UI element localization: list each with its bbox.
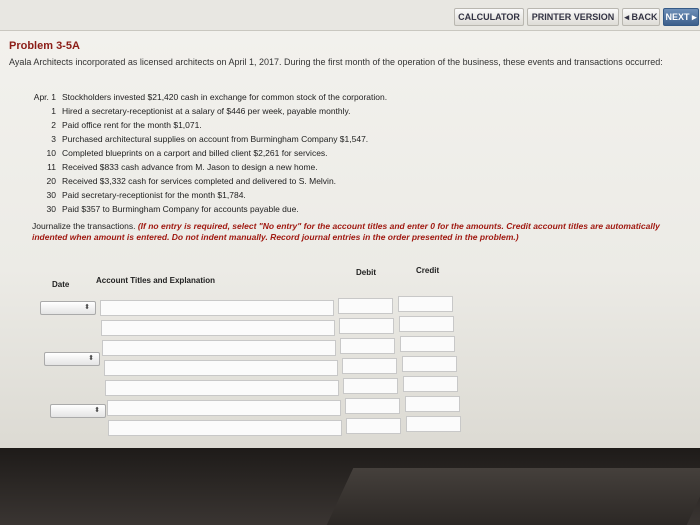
account-title-input[interactable] — [102, 340, 336, 356]
date-select[interactable] — [44, 352, 100, 366]
debit-input[interactable] — [342, 358, 397, 374]
transaction-date: 1 — [51, 106, 56, 116]
date-select[interactable] — [40, 301, 96, 315]
credit-column-header: Credit — [416, 266, 440, 275]
transaction-text: Received $833 cash advance from M. Jason to design a new home. — [62, 162, 318, 172]
credit-input[interactable] — [402, 356, 457, 372]
keyboard-keys — [327, 468, 700, 525]
printer-version-button[interactable]: PRINTER VERSION — [527, 8, 619, 26]
date-select[interactable] — [50, 404, 106, 418]
account-title-input[interactable] — [108, 420, 342, 436]
transaction-date: 2 — [51, 120, 56, 130]
transaction-text: Paid office rent for the month $1,071. — [62, 120, 202, 130]
transaction-text: Hired a secretary-receptionist at a salary of $446 per week, payable monthly. — [62, 106, 351, 116]
credit-input[interactable] — [399, 316, 454, 332]
select-arrow-icon: ⬍ — [94, 407, 100, 414]
transaction-date: 20 — [46, 176, 56, 186]
account-title-input[interactable] — [101, 320, 335, 336]
transaction-date: 10 — [46, 148, 56, 158]
problem-content — [0, 30, 700, 448]
problem-intro: Ayala Architects incorporated as licensed architects on April 1, 2017. During the first month of the operation of the business, these events and transactions occurred: — [9, 57, 663, 67]
debit-input[interactable] — [339, 318, 394, 334]
debit-column-header: Debit — [356, 268, 376, 277]
transaction-text: Purchased architectural supplies on account from Burmingham Company $1,547. — [62, 134, 369, 144]
transaction-date: 30 — [46, 204, 56, 214]
credit-input[interactable] — [403, 376, 458, 392]
instructions-text: Journalize the transactions. — [32, 221, 138, 231]
date-column-header: Date — [52, 280, 70, 289]
transaction-date: 3 — [51, 134, 56, 144]
transaction-text: Stockholders invested $21,420 cash in exchange for common stock of the corporation. — [62, 92, 388, 102]
instructions-note: (If no entry is required, select "No entry" for the account titles and enter 0 for the amounts. Credit account titles are automatically indented when amount is entered. Do not indent manually. Record journal entries in the order presented in the problem.) — [32, 221, 660, 242]
credit-input[interactable] — [405, 396, 460, 412]
next-button[interactable]: NEXT ▸ — [663, 8, 699, 26]
debit-input[interactable] — [340, 338, 395, 354]
calculator-button[interactable]: CALCULATOR — [454, 8, 524, 26]
problem-title: Problem 3-5A — [9, 40, 80, 52]
account-column-header: Account Titles and Explanation — [96, 276, 215, 285]
select-arrow-icon: ⬍ — [88, 355, 94, 362]
transaction-text: Received $3,332 cash for services completed and delivered to S. Melvin. — [62, 176, 337, 186]
credit-input[interactable] — [406, 416, 461, 432]
debit-input[interactable] — [343, 378, 398, 394]
instructions — [32, 221, 682, 243]
account-title-input[interactable] — [104, 360, 338, 376]
journal-table — [30, 258, 458, 448]
transaction-text: Paid secretary-receptionist for the month $1,784. — [62, 190, 246, 200]
transaction-date: 30 — [46, 190, 56, 200]
account-title-input[interactable] — [107, 400, 341, 416]
debit-input[interactable] — [346, 418, 401, 434]
debit-input[interactable] — [338, 298, 393, 314]
credit-input[interactable] — [398, 296, 453, 312]
back-button[interactable]: ◂ BACK — [622, 8, 660, 26]
account-title-input[interactable] — [105, 380, 339, 396]
credit-input[interactable] — [400, 336, 455, 352]
select-arrow-icon: ⬍ — [84, 304, 90, 311]
transaction-date: Apr. 1 — [33, 92, 56, 102]
toolbar — [0, 0, 700, 31]
debit-input[interactable] — [345, 398, 400, 414]
account-title-input[interactable] — [100, 300, 334, 316]
transaction-text: Paid $357 to Burmingham Company for accounts payable due. — [62, 204, 299, 214]
transaction-date: 11 — [47, 162, 56, 172]
transaction-text: Completed blueprints on a carport and billed client $2,261 for services. — [62, 148, 328, 158]
